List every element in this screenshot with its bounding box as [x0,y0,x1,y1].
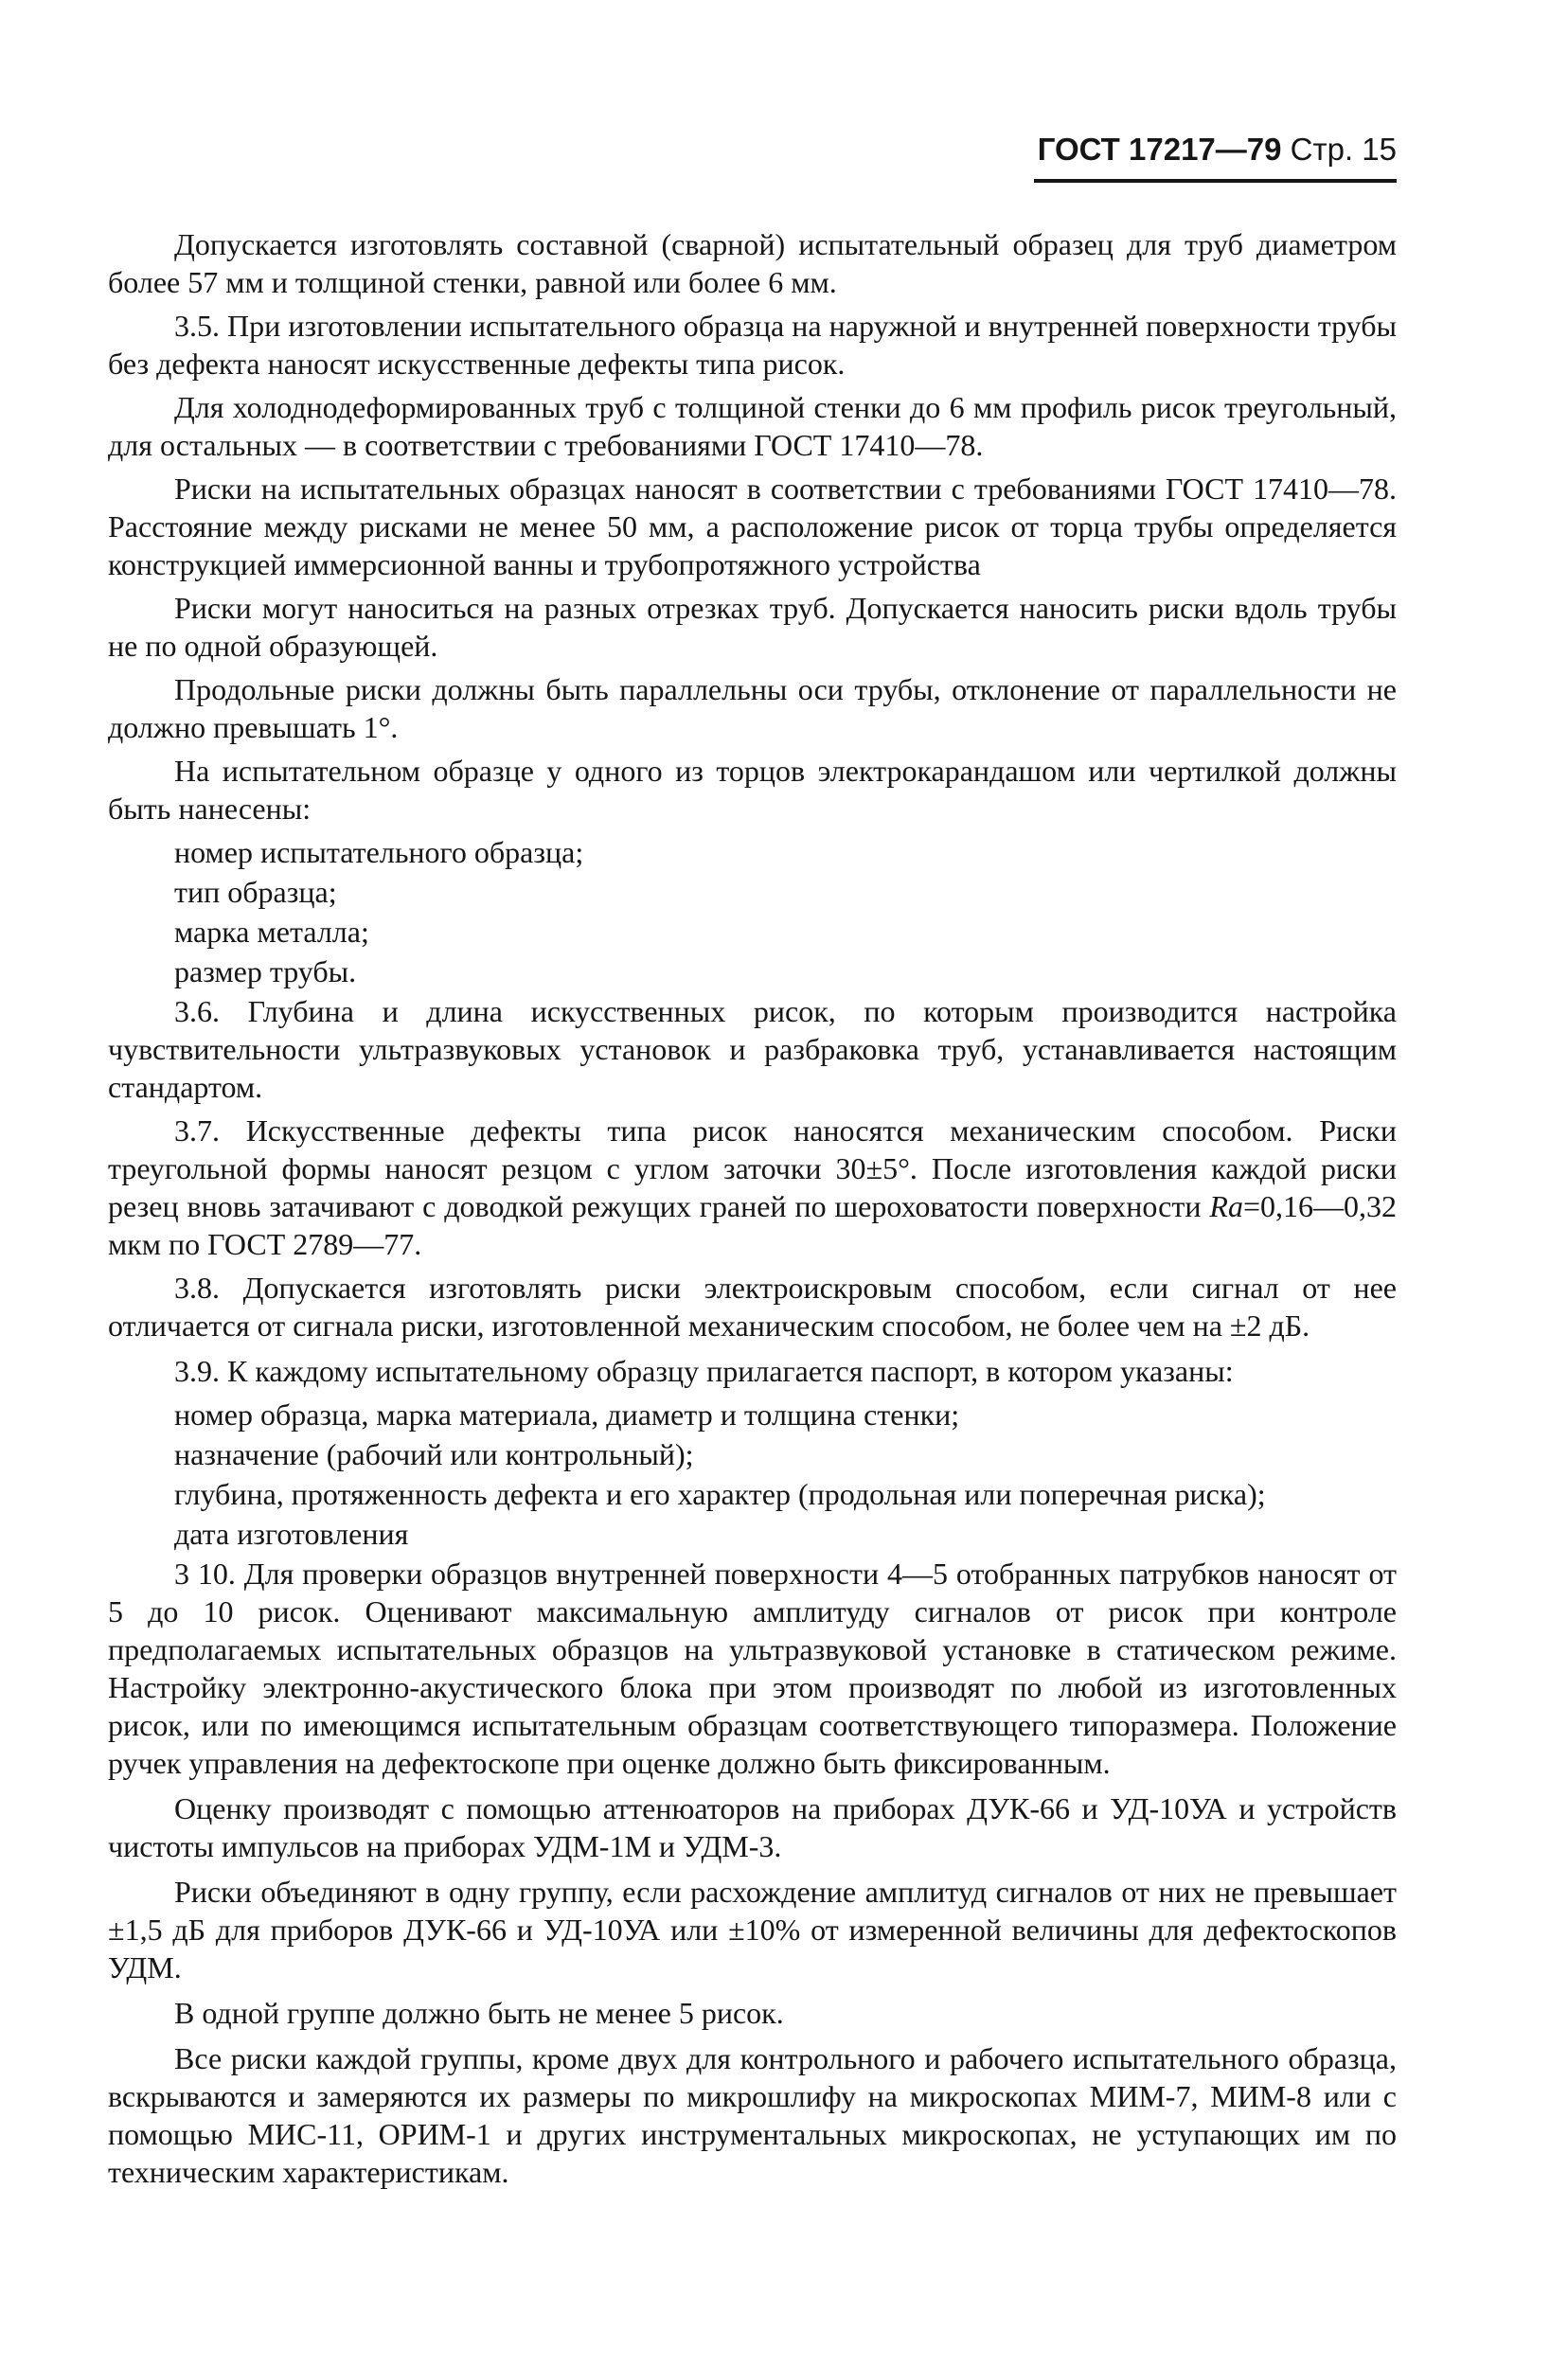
paragraph-3-7-text: 3.7. Искусственные дефекты типа рисок наносятся механическим способом. Риски треугольной формы наносят резцом с углом заточки 30±5°. После изготовления каждой риски резец вновь затачивают с доводкой режущих граней по шероховатости поверхности [108,1113,1397,1223]
list-item-sample-number: номер испытательного образца; [174,835,584,869]
paragraph-microscopy: Все риски каждой группы, кроме двух для контрольного и рабочего испытательного образца, вскрываются и замеряются их размеры по микрошлифу на микроскопах МИМ-7, МИМ-8 или с помощью МИС-11, ОРИМ-1 и других инструментальных микроскопах, не уступающих им по техническим характеристикам. [108,2041,1397,2189]
list-item-passport-sample: номер образца, марка материала, диаметр и толщина стенки; [174,1397,960,1432]
list-item-sample-type: тип образца; [174,875,337,909]
paragraph-group-size: В одной группе должно быть не менее 5 рисок. [174,1996,784,2030]
document-body [108,225,1397,2197]
paragraph-3-5: 3.5. При изготовлении испытательного образца на наружной и внутренней поверхности трубы без дефекта наносят искусственные дефекты типа рисок. [108,309,1397,381]
list-item-tube-size: размер трубы. [174,954,357,988]
paragraph-risk-segments: Риски могут наноситься на разных отрезках труб. Допускается наносить риски вдоль трубы не по одной образующей. [108,591,1397,663]
list-item-passport-purpose: назначение (рабочий или контрольный); [174,1437,694,1471]
paragraph-risk-parallel: Продольные риски должны быть параллельны оси трубы, отклонение от параллельности не должно превышать 1°. [108,672,1397,744]
paragraph-3-7 [108,1112,1397,1263]
paragraph-3-9: 3.9. К каждому испытательному образцу прилагается паспорт, в котором указаны: [174,1354,1234,1388]
paragraph-marking-intro: На испытательном образце у одного из торцов электрокарандашом или чертилкой должны быть нанесены: [108,754,1397,826]
page-header [1004,131,1397,169]
page-number: Стр. 15 [1290,132,1397,167]
paragraph-3-6: 3.6. Глубина и длина искусственных рисок, по которым производится настройка чувствительности ультразвуковых установок и разбраковка труб, устанавливается настоящим стандартом. [108,994,1397,1104]
paragraph-evaluation: Оценку производят с помощью аттенюаторов на приборах ДУК-66 и УД-10УА и устройств чистоты импульсов на приборах УДМ-1М и УДМ-3. [108,1791,1397,1863]
header-rule [1034,179,1397,183]
list-item-passport-defect: глубина, протяженность дефекта и его характер (продольная или поперечная риска); [174,1477,1266,1511]
paragraph-risk-profile: Для холоднодеформированных труб с толщиной стенки до 6 мм профиль рисок треугольный, для остальных — в соответствии с требованиями ГОСТ 17410—78. [108,390,1397,462]
list-item-passport-date: дата изготовления [174,1517,409,1551]
paragraph-3-10: 3 10. Для проверки образцов внутренней поверхности 4—5 отобранных патрубков наносят от 5 до 10 рисок. Оценивают максимальную амплитуду сигналов от рисок при контроле предполагаемых испытательных образцов на ультразвуковой установке в статическом режиме. Настройку электронно-акустического блока при этом производят по любой из изготовленных рисок, или по имеющимся испытательным образцам соответствующего типоразмера. Положение ручек управления на дефектоскопе при оценке должно быть фиксированным. [108,1557,1397,1780]
paragraph-grouping: Риски объединяют в одну группу, если расхождение амплитуд сигналов от них не превышает ±1,5 дБ для приборов ДУК-66 и УД-10УА или ±10% от измеренной величины для дефектоскопов УДМ. [108,1875,1397,1984]
roughness-value: =0,16—0,32 мкм по ГОСТ 2789—77. [108,1189,1398,1261]
standard-number: ГОСТ 17217—79 [1037,132,1282,167]
paragraph-risk-spacing: Риски на испытательных образцах наносят в соответствии с требованиями ГОСТ 17410—78. Расстояние между рисками не менее 50 мм, а расположение рисок от торца трубы определяется конструкцией иммерсионной ванны и трубопротяжного устройства [108,472,1397,581]
list-item-metal-grade: марка металла; [174,915,369,949]
roughness-symbol: Ra [1209,1189,1243,1223]
paragraph-3-8: 3.8. Допускается изготовлять риски электроискровым способом, если сигнал от нее отличается от сигнала риски, изготовленной механическим способом, не более чем на ±2 дБ. [108,1271,1397,1343]
paragraph-composite-sample: Допускается изготовлять составной (сварной) испытательный образец для труб диаметром более 57 мм и толщиной стенки, равной или более 6 мм. [108,227,1397,299]
